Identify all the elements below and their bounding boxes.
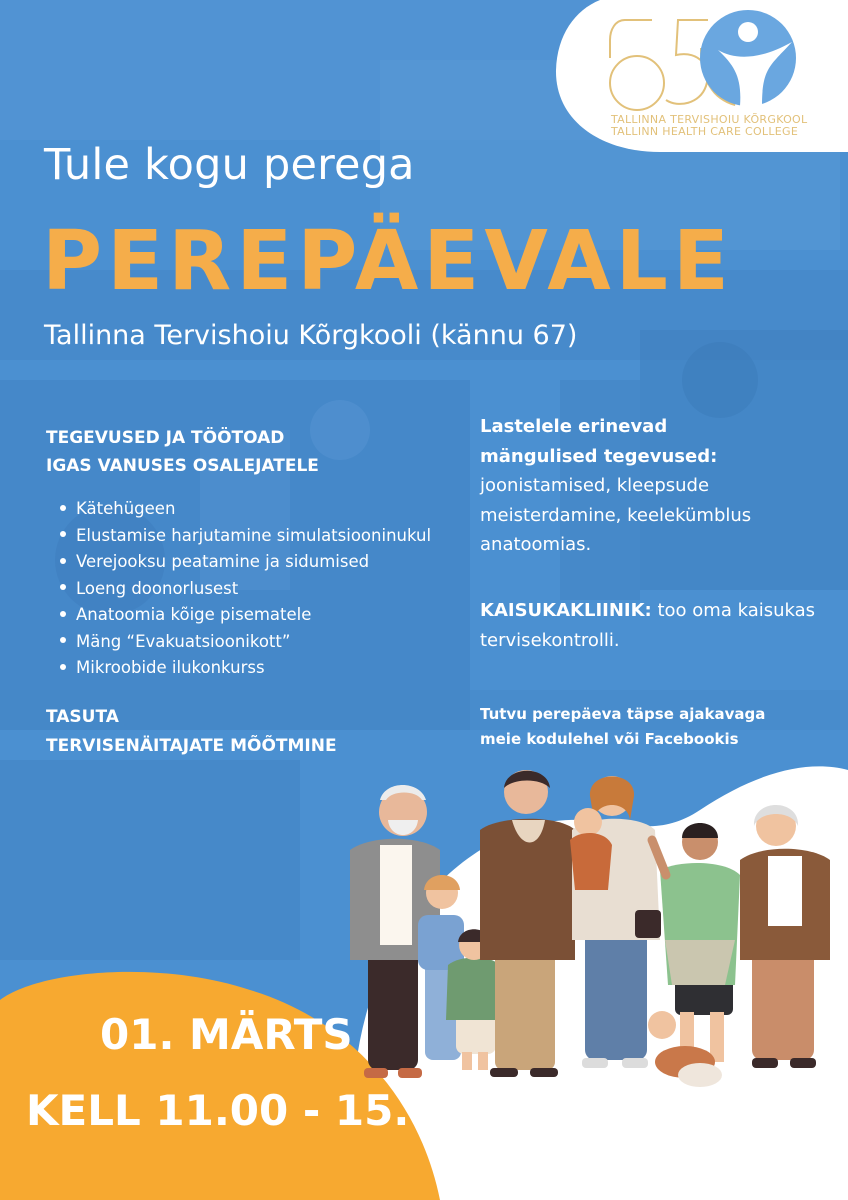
logo-text-et: TALLINNA TERVISHOIU KÕRGKOOL bbox=[611, 113, 808, 126]
list-item-label: Kätehügeen bbox=[76, 499, 176, 518]
event-title: PEREPÄEVALE bbox=[42, 214, 734, 309]
event-time: KELL 11.00 - 15.00 bbox=[26, 1086, 468, 1135]
list-item-label: Verejooksu peatamine ja sidumised bbox=[76, 552, 370, 571]
teddy-clinic-text-line2: tervisekontrolli. bbox=[480, 629, 620, 651]
kids-text-line2: meisterdamine, keelekümblus bbox=[480, 504, 752, 526]
list-item-label: Anatoomia kõige pisematele bbox=[76, 605, 312, 624]
subtitle: Tule kogu perega bbox=[44, 140, 415, 190]
list-item-label: Elustamise harjutamine simulatsiooninukul bbox=[76, 525, 432, 545]
logo-text-en: TALLINN HEALTH CARE COLLEGE bbox=[611, 125, 799, 138]
schedule-note-line1: Tutvu perepäeva täpse ajakavaga bbox=[480, 705, 766, 723]
teddy-clinic-label: KAISUKAKLIINIK: bbox=[480, 600, 652, 621]
list-item-label: Loeng doonorlusest bbox=[76, 578, 239, 598]
activities-heading-line1: TEGEVUSED JA TÖÖTOAD bbox=[46, 428, 285, 448]
teddy-clinic-text: too oma kaisukas bbox=[651, 600, 816, 621]
free-measurement-line2: TERVISENÄITAJATE MÕÕTMINE bbox=[46, 736, 337, 756]
list-item-label: Mikroobide ilukonkurss bbox=[76, 658, 265, 677]
activities-heading-line2: IGAS VANUSES OSALEJATELE bbox=[46, 456, 319, 476]
location: Tallinna Tervishoiu Kõrgkooli (kännu 67) bbox=[44, 320, 578, 351]
grandmother-figure bbox=[740, 805, 830, 1068]
event-date: 01. MÄRTS bbox=[100, 1010, 353, 1059]
kids-heading-line2: mängulised tegevused: bbox=[480, 445, 718, 467]
mother-figure bbox=[570, 776, 661, 1068]
kids-text-line3: anatoomias. bbox=[480, 534, 592, 555]
schedule-note-line2: meie kodulehel või Facebookis bbox=[480, 730, 739, 748]
free-measurement-line1: TASUTA bbox=[46, 707, 119, 727]
kids-heading-line1: Lastelele erinevad bbox=[480, 416, 668, 437]
list-item-label: Mäng “Evakuatsioonikott” bbox=[76, 631, 291, 651]
kids-text-line1: joonistamised, kleepsude bbox=[480, 475, 710, 496]
